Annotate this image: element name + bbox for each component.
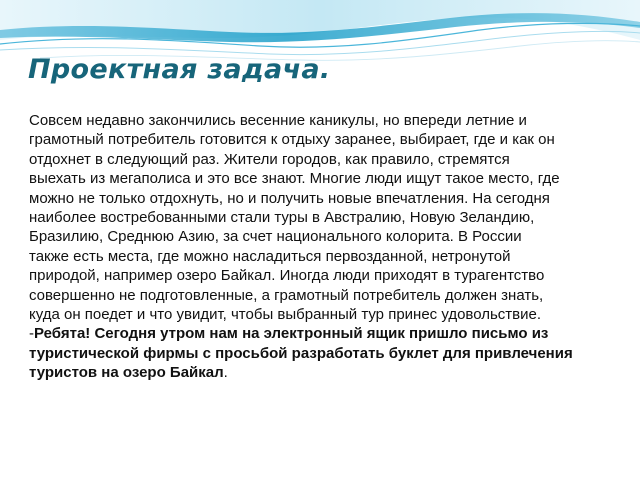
text-line: грамотный потребитель готовится к отдыху заранее, выбирает, где и как он bbox=[29, 131, 555, 149]
dash-mark: - bbox=[29, 325, 34, 343]
task-line bbox=[29, 363, 619, 382]
task-text: туристической фирмы с просьбой разработать буклет для привлечения bbox=[29, 344, 573, 362]
task-line bbox=[29, 324, 619, 343]
slide-title: Проектная задача. bbox=[28, 54, 331, 85]
text-line: можно не только отдохнуть, но и получить новые впечатления. На сегодня bbox=[29, 189, 550, 207]
task-paragraph bbox=[29, 324, 619, 382]
text-line: отдохнет в следующий раз. Жители городов, как правило, стремятся bbox=[29, 150, 510, 168]
text-line: природой, например озеро Байкал. Иногда люди приходят в турагентство bbox=[29, 267, 545, 285]
task-text: туристов на озеро Байкал bbox=[29, 364, 224, 382]
text-line: Совсем недавно закончились весенние каникулы, но впереди летние и bbox=[29, 112, 527, 129]
text-line: совершенно не подготовленные, а грамотный потребитель должен знать, bbox=[29, 286, 544, 304]
text-line: также есть места, где можно насладиться первозданной, нетронутой bbox=[29, 247, 511, 265]
intro-paragraph bbox=[29, 111, 619, 324]
body-text bbox=[29, 111, 619, 383]
text-line: куда он поедет и что увидит, чтобы выбранный тур принес удовольствие. bbox=[29, 306, 542, 324]
text-line: выехать из мегаполиса и это все знают. Многие люди ищут такое место, где bbox=[29, 170, 560, 188]
text-line: Бразилию, Среднюю Азию, за счет национального колорита. В России bbox=[29, 228, 522, 246]
end-period: . bbox=[223, 364, 228, 382]
text-line: наиболее востребованными стали туры в Австралию, Новую Зеландию, bbox=[29, 209, 535, 227]
task-text: Ребята! Сегодня утром нам на электронный ящик пришло письмо из bbox=[34, 325, 549, 343]
